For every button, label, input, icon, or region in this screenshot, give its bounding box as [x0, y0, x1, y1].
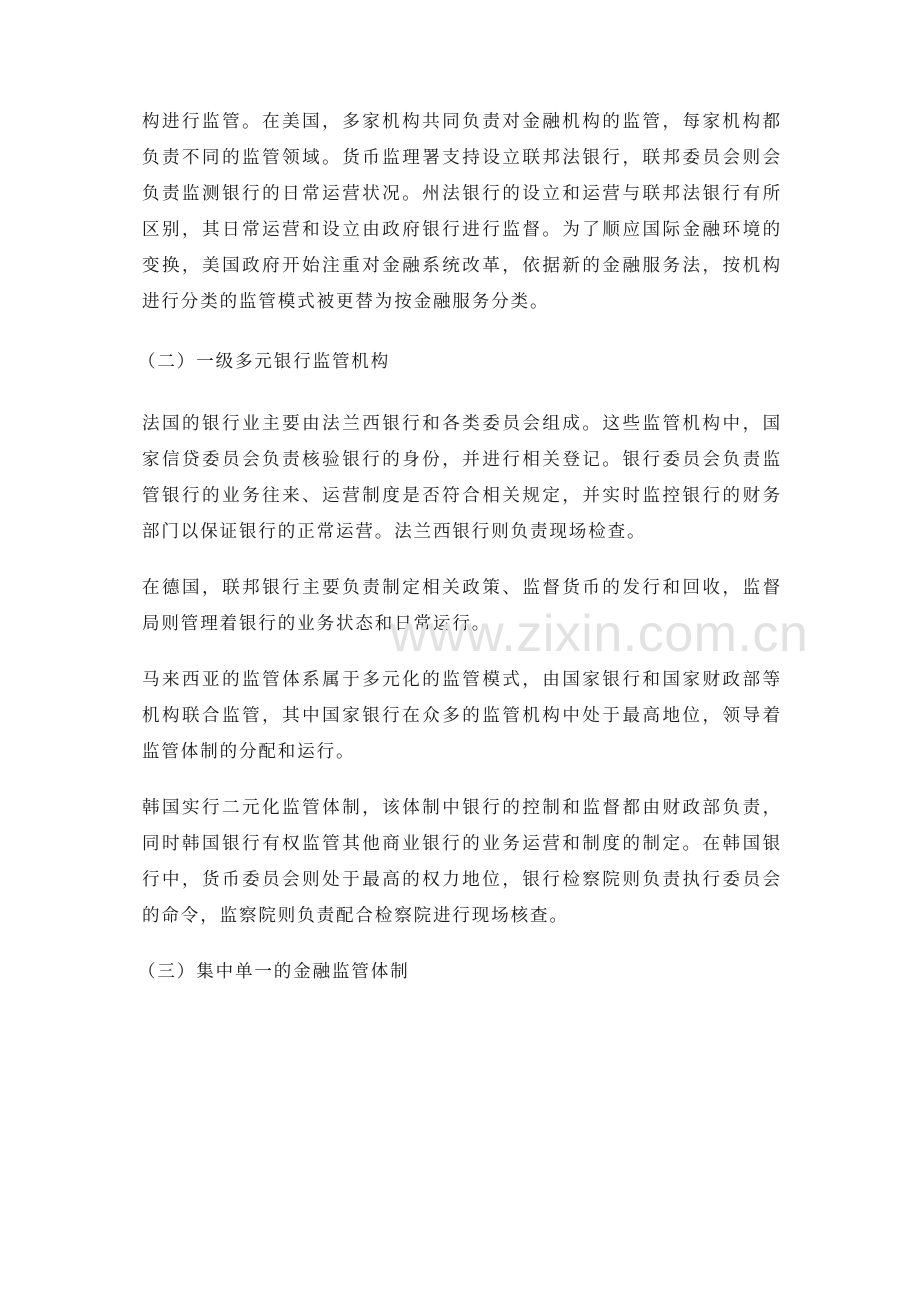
document-body [138, 104, 782, 1016]
paragraph-germany: 在德国，联邦银行主要负责制定相关政策、监督货币的发行和回收，监督局则管理着银行的业务状态和日常运行。 [142, 578, 782, 634]
paragraph-us-regulation: 构进行监管。在美国，多家机构共同负责对金融机构的监管，每家机构都负责不同的监管领域。货币监理署支持设立联邦法银行，联邦委员会则会负责监测银行的日常运营状况。州法银行的设立和运营与联邦法银行有所区别，其日常运营和设立由政府银行进行监督。为了顺应国际金融环境的变换，美国政府开始注重对金融系统改革，依据新的金融服务法，按机构进行分类的监管模式被更替为按金融服务分类。 [142, 112, 782, 312]
paragraph-korea: 韩国实行二元化监管体制，该体制中银行的控制和监督都由财政部负责，同时韩国银行有权监管其他商业银行的业务运营和制度的制定。在韩国银行中，货币委员会则处于最高的权力地位，银行检察院则负责执行委员会的命令，监察院则负责配合检察院进行现场核查。 [142, 798, 782, 926]
watermark: www.zixin.com.cn [390, 605, 809, 663]
paragraph-france: 法国的银行业主要由法兰西银行和各类委员会组成。这些监管机构中，国家信贷委员会负责核验银行的身份，并进行相关登记。银行委员会负责监管银行的业务往来、运营制度是否符合相关规定，并实时监控银行的财务部门以保证银行的正常运营。法兰西银行则负责现场检查。 [142, 414, 782, 542]
section-heading-3: （三）集中单一的金融监管体制 [138, 962, 410, 982]
paragraph-malaysia: 马来西亚的监管体系属于多元化的监管模式，由国家银行和国家财政部等机构联合监管，其中国家银行在众多的监管机构中处于最高地位，领导着监管体制的分配和运行。 [142, 670, 782, 762]
section-heading-2: （二）一级多元银行监管机构 [138, 352, 391, 372]
